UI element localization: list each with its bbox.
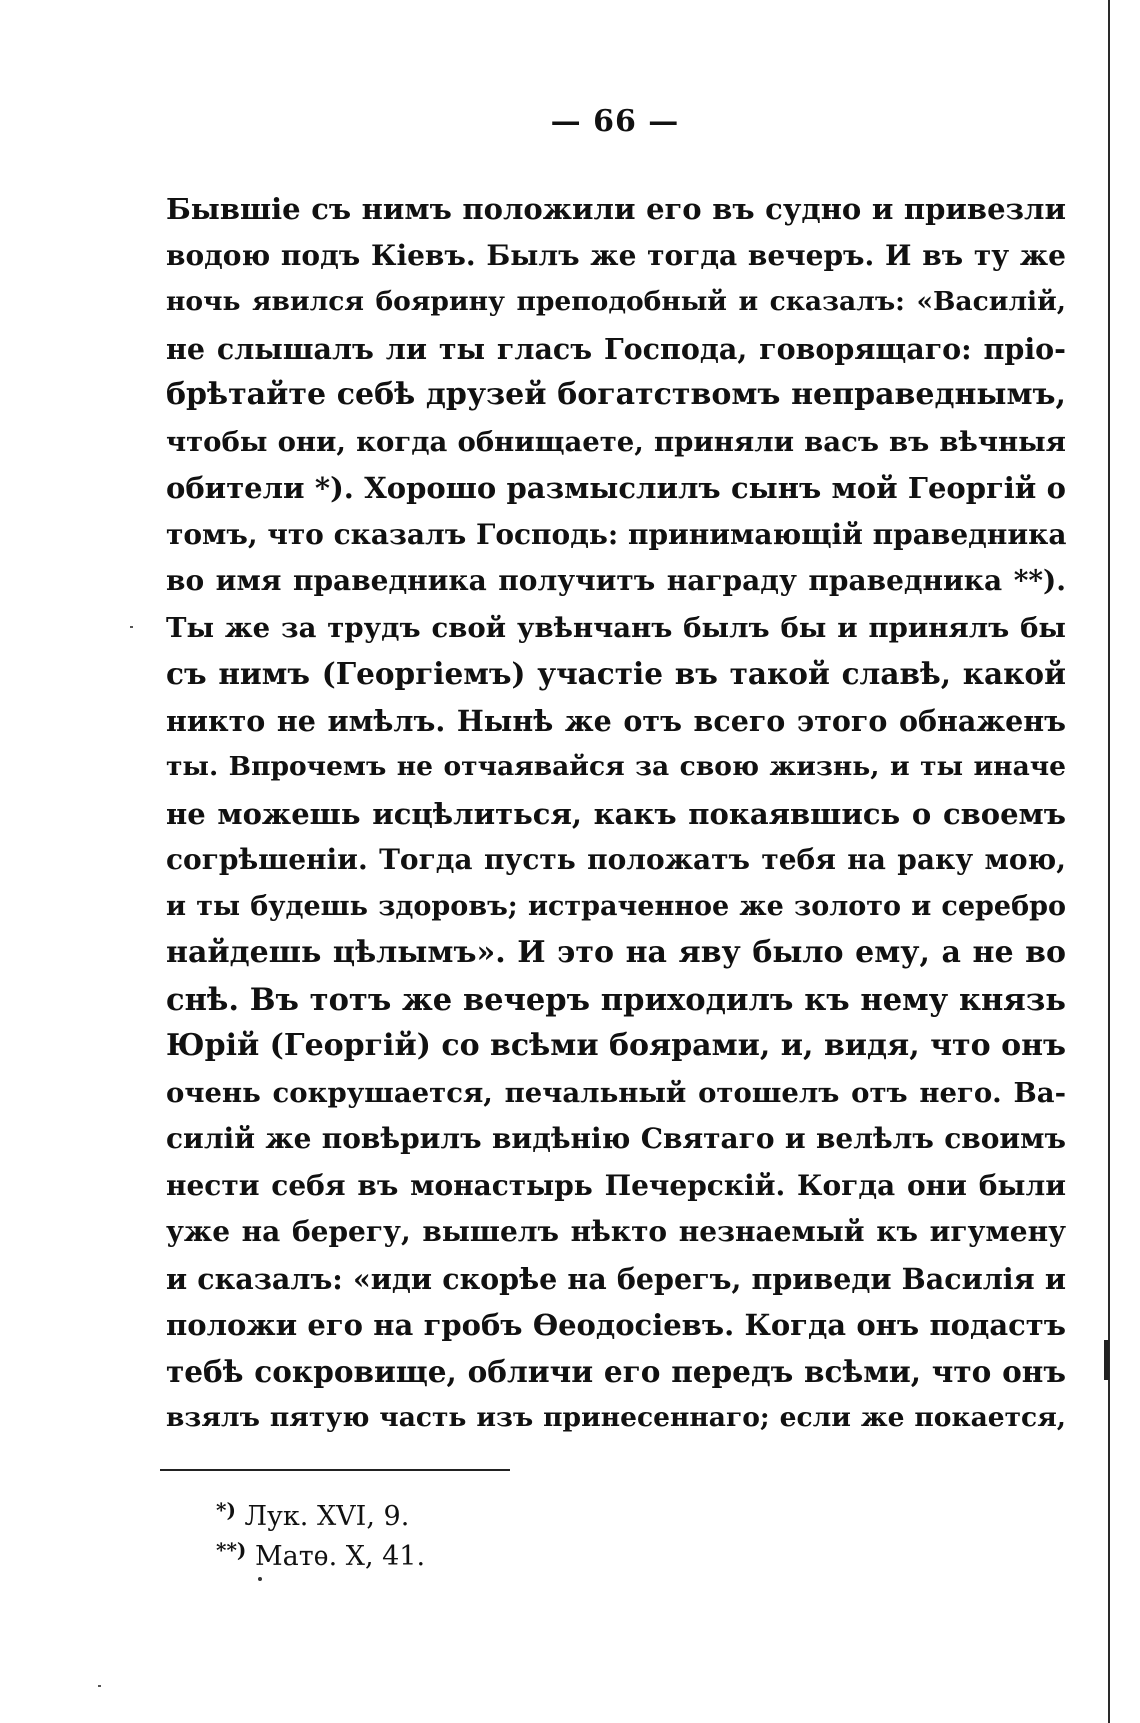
text-line: съ нимъ (Георгіемъ) участіе въ такой славѣ, какой — [166, 656, 1066, 691]
body-text — [166, 186, 1066, 1442]
text-line: чтобы они, когда обнищаете, приняли васъ въ вѣчныя — [166, 425, 1066, 458]
ink-dot — [258, 1577, 262, 1581]
footnote-text: Лук. XVI, 9. — [235, 1501, 410, 1532]
footnote — [216, 1490, 425, 1530]
page-number: — 66 — — [550, 104, 680, 139]
footnote-text: Матѳ. X, 41. — [246, 1541, 426, 1572]
text-line: снѣ. Въ тотъ же вечеръ приходилъ къ нему князь — [166, 981, 1066, 1018]
footnote — [216, 1530, 425, 1570]
text-line: найдешь цѣлымъ». И это на яву было ему, а не во — [166, 935, 1066, 970]
text-line: согрѣшеніи. Тогда пусть положатъ тебя на раку мою, — [166, 843, 1066, 876]
text-line: никто не имѣлъ. Нынѣ же отъ всего этого обнаженъ — [166, 703, 1066, 738]
text-line: ты. Впрочемъ не отчаявайся за свою жизнь, и ты иначе — [166, 751, 1066, 782]
footnote-mark: **) — [216, 1538, 247, 1562]
ink-speck — [130, 626, 133, 628]
text-line: Ты же за трудъ свой увѣнчанъ былъ бы и принялъ бы — [166, 611, 1066, 644]
text-line: силій же повѣрилъ видѣнію Святаго и велѣлъ своимъ — [166, 1122, 1066, 1155]
text-line: не можешь исцѣлиться, какъ покаявшись о своемъ — [166, 796, 1066, 831]
text-line: ночь явился боярину преподобный и сказалъ: «Василій, — [166, 286, 1066, 317]
text-line: томъ, что сказалъ Господь: принимающій праведника — [166, 517, 1066, 551]
text-line: во имя праведника получитъ награду праведника **). — [166, 564, 1066, 597]
text-line: и сказалъ: «иди скорѣе на берегъ, приведи Василія и — [166, 1261, 1066, 1296]
text-line: очень сокрушается, печальный отошелъ отъ него. Ва- — [166, 1076, 1066, 1109]
text-line: нести себя въ монастырь Печерскій. Когда они были — [166, 1168, 1066, 1202]
page-edge-mark — [1104, 1340, 1109, 1380]
text-line: брѣтайте себѣ друзей богатствомъ неправеднымъ, — [166, 377, 1066, 412]
text-line: положи его на гробъ Ѳеодосіевъ. Когда онъ подастъ — [166, 1308, 1066, 1342]
text-line: обители *). Хорошо размыслилъ сынъ мой Георгій о — [166, 471, 1066, 505]
footnote-mark: *) — [216, 1498, 236, 1522]
text-line: уже на берегу, вышелъ нѣкто незнаемый къ игумену — [166, 1215, 1066, 1248]
text-line: Юрій (Георгій) со всѣми боярами, и, видя, что онъ — [166, 1028, 1066, 1063]
page-edge-shadow — [1108, 0, 1110, 1723]
text-line: не слышалъ ли ты гласъ Господа, говорящаго: пріо- — [166, 331, 1066, 366]
ink-speck — [98, 1685, 101, 1687]
text-line: Бывшіе съ нимъ положили его въ судно и привезли — [166, 192, 1066, 226]
footnote-separator — [160, 1469, 510, 1471]
footnotes — [216, 1490, 425, 1570]
text-line: и ты будешь здоровъ; истраченное же золото и серебро — [166, 890, 1066, 922]
text-line: тебѣ сокровище, обличи его передъ всѣми, что онъ — [166, 1353, 1066, 1389]
text-line: водою подъ Кіевъ. Былъ же тогда вечеръ. И въ ту же — [166, 238, 1066, 272]
text-line: взялъ пятую часть изъ принесеннаго; если же покается, — [166, 1402, 1066, 1433]
